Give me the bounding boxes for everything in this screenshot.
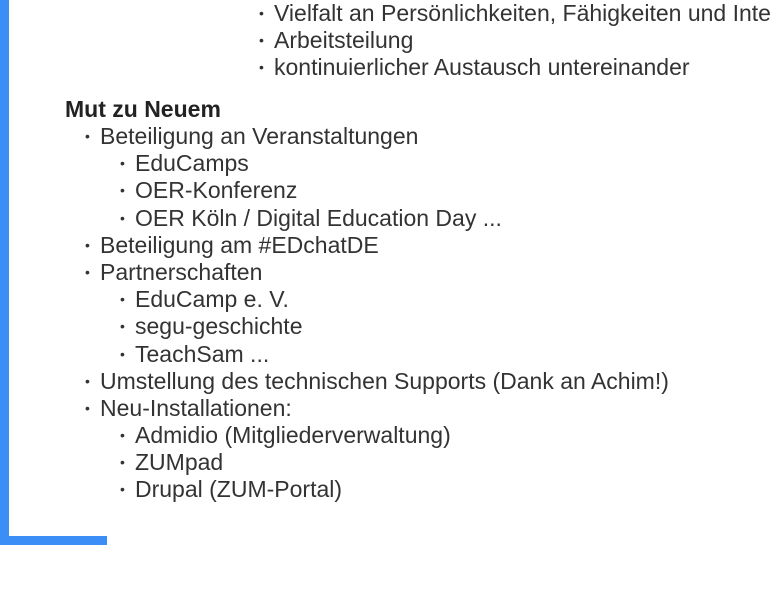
bullet-icon: • bbox=[120, 427, 125, 443]
list-item-text: kontinuierlicher Austausch untereinander bbox=[274, 54, 690, 80]
list-item bbox=[120, 286, 289, 313]
list-item bbox=[259, 54, 690, 81]
list-item bbox=[259, 0, 771, 27]
list-item bbox=[120, 476, 342, 503]
bullet-icon: • bbox=[120, 454, 125, 470]
list-item bbox=[85, 395, 292, 422]
list-item bbox=[120, 449, 223, 476]
section-heading: Mut zu Neuem bbox=[65, 96, 221, 122]
list-item bbox=[120, 341, 269, 368]
bullet-icon: • bbox=[259, 5, 264, 21]
list-item-text: Admidio (Mitgliederverwaltung) bbox=[135, 422, 451, 448]
list-item-text: Neu-Installationen: bbox=[100, 395, 292, 421]
list-item-text: Beteiligung an Veranstaltungen bbox=[100, 123, 419, 149]
list-item bbox=[120, 150, 249, 177]
bullet-icon: • bbox=[120, 155, 125, 171]
list-item bbox=[120, 422, 451, 449]
bullet-icon: • bbox=[120, 481, 125, 497]
list-item-text: Beteiligung am #EDchatDE bbox=[100, 232, 379, 258]
list-item bbox=[85, 123, 418, 150]
list-item-text: EduCamps bbox=[135, 150, 249, 176]
accent-bar-horizontal bbox=[0, 536, 107, 545]
bullet-icon: • bbox=[120, 182, 125, 198]
bullet-icon: • bbox=[120, 346, 125, 362]
bullet-icon: • bbox=[85, 400, 90, 416]
list-item-text: Drupal (ZUM-Portal) bbox=[135, 476, 343, 502]
top-list bbox=[0, 0, 776, 90]
list-item bbox=[85, 259, 262, 286]
list-item-text: Arbeitsteilung bbox=[274, 27, 414, 53]
list-item bbox=[120, 313, 303, 340]
list-item bbox=[259, 27, 413, 54]
bullet-icon: • bbox=[85, 237, 90, 253]
bullet-icon: • bbox=[259, 59, 264, 75]
list-item-text: OER-Konferenz bbox=[135, 177, 298, 203]
bullet-icon: • bbox=[85, 264, 90, 280]
list-item bbox=[85, 368, 669, 395]
bullet-icon: • bbox=[120, 318, 125, 334]
list-item-text: Partnerschaften bbox=[100, 259, 263, 285]
bullet-icon: • bbox=[85, 373, 90, 389]
bullet-icon: • bbox=[120, 291, 125, 307]
list-item-text: segu-geschichte bbox=[135, 313, 303, 339]
bullet-icon: • bbox=[120, 210, 125, 226]
list-item-text: TeachSam ... bbox=[135, 341, 270, 367]
list-item-text: ZUMpad bbox=[135, 449, 224, 475]
list-item bbox=[120, 205, 502, 232]
list-item-text: OER Köln / Digital Education Day ... bbox=[135, 205, 502, 231]
list-item bbox=[85, 232, 379, 259]
list-item-text: Umstellung des technischen Supports (Dank an Achim!) bbox=[100, 368, 669, 394]
bullet-icon: • bbox=[85, 128, 90, 144]
list-item-text: Vielfalt an Persönlichkeiten, Fähigkeiten und Inte bbox=[274, 0, 771, 26]
bullet-icon: • bbox=[259, 32, 264, 48]
list-item bbox=[120, 177, 297, 204]
list-item-text: EduCamp e. V. bbox=[135, 286, 289, 312]
